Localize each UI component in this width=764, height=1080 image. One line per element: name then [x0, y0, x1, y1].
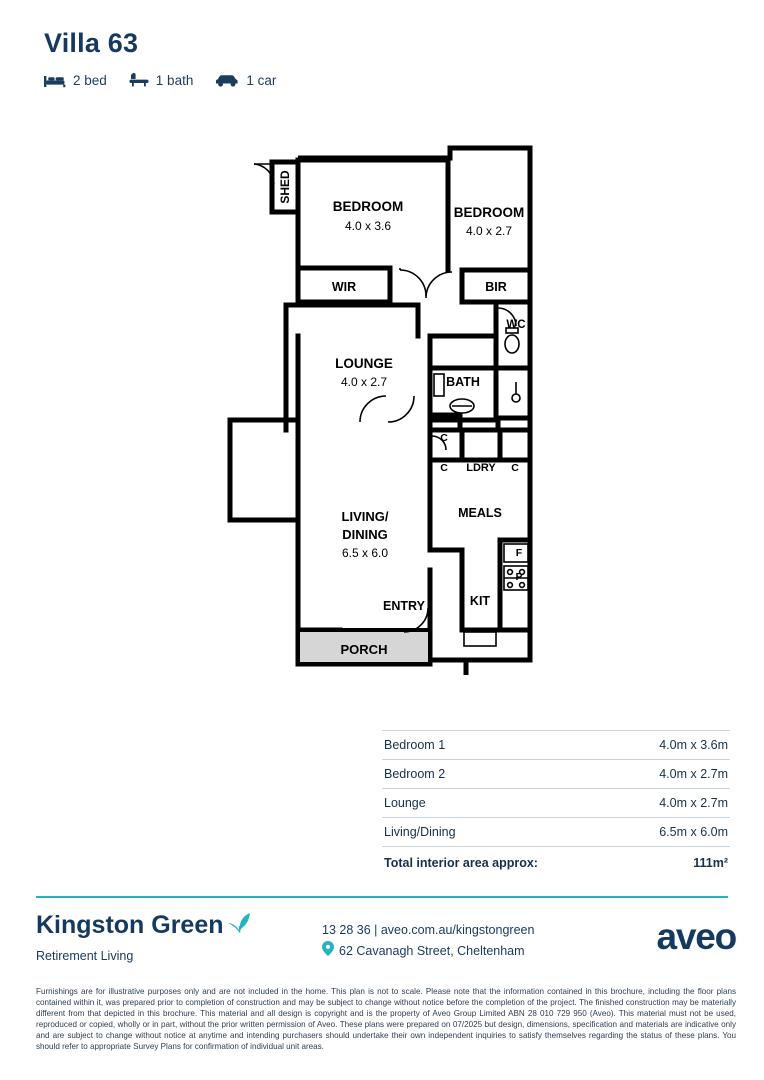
room-label-porch: PORCH	[340, 642, 388, 657]
dim-value: 4.0m x 2.7m	[659, 796, 728, 810]
spec-bed-label: 2 bed	[73, 73, 107, 88]
bath-icon	[129, 73, 149, 88]
table-row	[382, 730, 730, 760]
room-label-c1: C	[440, 432, 448, 444]
room-label-living-1: LIVING/	[341, 509, 389, 524]
brand-name-text: Kingston Green	[36, 911, 224, 939]
table-row	[382, 818, 730, 847]
dim-value: 6.5m x 6.0m	[659, 825, 728, 839]
room-label-p: P	[515, 571, 523, 583]
dimensions-table	[382, 730, 730, 874]
car-icon	[215, 74, 239, 88]
page-header	[0, 0, 764, 88]
room-label-c2: C	[440, 462, 448, 474]
room-label-bath: BATH	[446, 375, 480, 389]
footer-divider	[36, 896, 728, 898]
dim-label: Living/Dining	[384, 825, 456, 839]
table-row	[382, 789, 730, 818]
room-label-bedroom2: BEDROOM	[453, 205, 525, 220]
disclaimer-text: Furnishings are for illustrative purposes only and are not included in the home. This plan is not to scale. Please note that the information contained in this brochure, including the floor plans contained within it, was prepared prior to completion of construction and may be subject to change without notice before the completion of the project. The finished construction may be materially different from that depicted in this brochure. This material and all design is copyright and is the property of Aveo Group Limited ABN 28 010 729 950 (Aveo). This material must not be used, reproduced or copied, wholly or in part, without the prior written permission of Aveo. These plans were prepared on 07/2025 but design, dimensions, specification and materials are indicative only and are subject to change without notice at anytime and intending purchasers should undertake their own independent inquiries to satisfy themselves regarding the status of these plans. You should refer to appropriate Survey Plans for confirmation of individual unit areas.	[36, 987, 736, 1051]
room-label-bedroom1: BEDROOM	[332, 199, 404, 214]
bed-icon	[44, 74, 66, 88]
table-row	[382, 760, 730, 789]
contact-address: 62 Cavanagh Street, Cheltenham	[339, 944, 525, 959]
room-label-f: F	[515, 547, 523, 559]
dim-value: 4.0m x 3.6m	[659, 738, 728, 752]
brand-name-row	[36, 910, 322, 941]
room-label-bir: BIR	[485, 280, 507, 294]
total-area-label: Total interior area approx:	[384, 856, 538, 870]
room-label-wc: WC	[506, 319, 526, 331]
spec-bath	[129, 73, 194, 88]
room-dims-bedroom1: 4.0 x 3.6	[344, 219, 392, 233]
spec-car	[215, 73, 276, 88]
floorplan	[0, 130, 764, 720]
dim-label: Bedroom 1	[384, 738, 446, 752]
location-pin-icon	[322, 941, 334, 963]
room-dims-bedroom2: 4.0 x 2.7	[465, 224, 513, 238]
brand-subtitle: Retirement Living	[36, 949, 134, 963]
room-dims-living: 6.5 x 6.0	[341, 546, 389, 560]
leaf-icon	[226, 910, 252, 941]
room-label-lounge: LOUNGE	[335, 356, 393, 371]
contact-phone-web[interactable]: 13 28 36 | aveo.com.au/kingstongreen	[322, 923, 535, 937]
room-label-c3: C	[511, 462, 519, 474]
room-label-wir: WIR	[331, 280, 357, 294]
page-title: Villa 63	[44, 28, 139, 58]
room-label-kit: KIT	[469, 594, 491, 608]
contact-block	[322, 920, 622, 962]
aveo-logo: aveo	[656, 916, 736, 957]
spec-bath-label: 1 bath	[155, 73, 194, 88]
property-specs	[44, 73, 764, 88]
room-label-living-2: DINING	[342, 527, 388, 542]
footer	[36, 910, 736, 963]
contact-address-row	[322, 941, 622, 963]
brand-block	[36, 910, 322, 963]
room-label-entry: ENTRY	[383, 599, 425, 613]
room-label-ldry: LDRY	[466, 462, 496, 474]
total-area-value: 111m²	[693, 856, 728, 870]
room-label-meals: MEALS	[458, 506, 502, 520]
room-dims-lounge: 4.0 x 2.7	[340, 375, 388, 389]
total-area-row	[382, 847, 730, 874]
dim-label: Bedroom 2	[384, 767, 446, 781]
spec-bed	[44, 73, 107, 88]
dim-label: Lounge	[384, 796, 426, 810]
spec-car-label: 1 car	[246, 73, 277, 88]
dim-value: 4.0m x 2.7m	[659, 767, 728, 781]
room-label-shed: SHED	[278, 170, 292, 204]
